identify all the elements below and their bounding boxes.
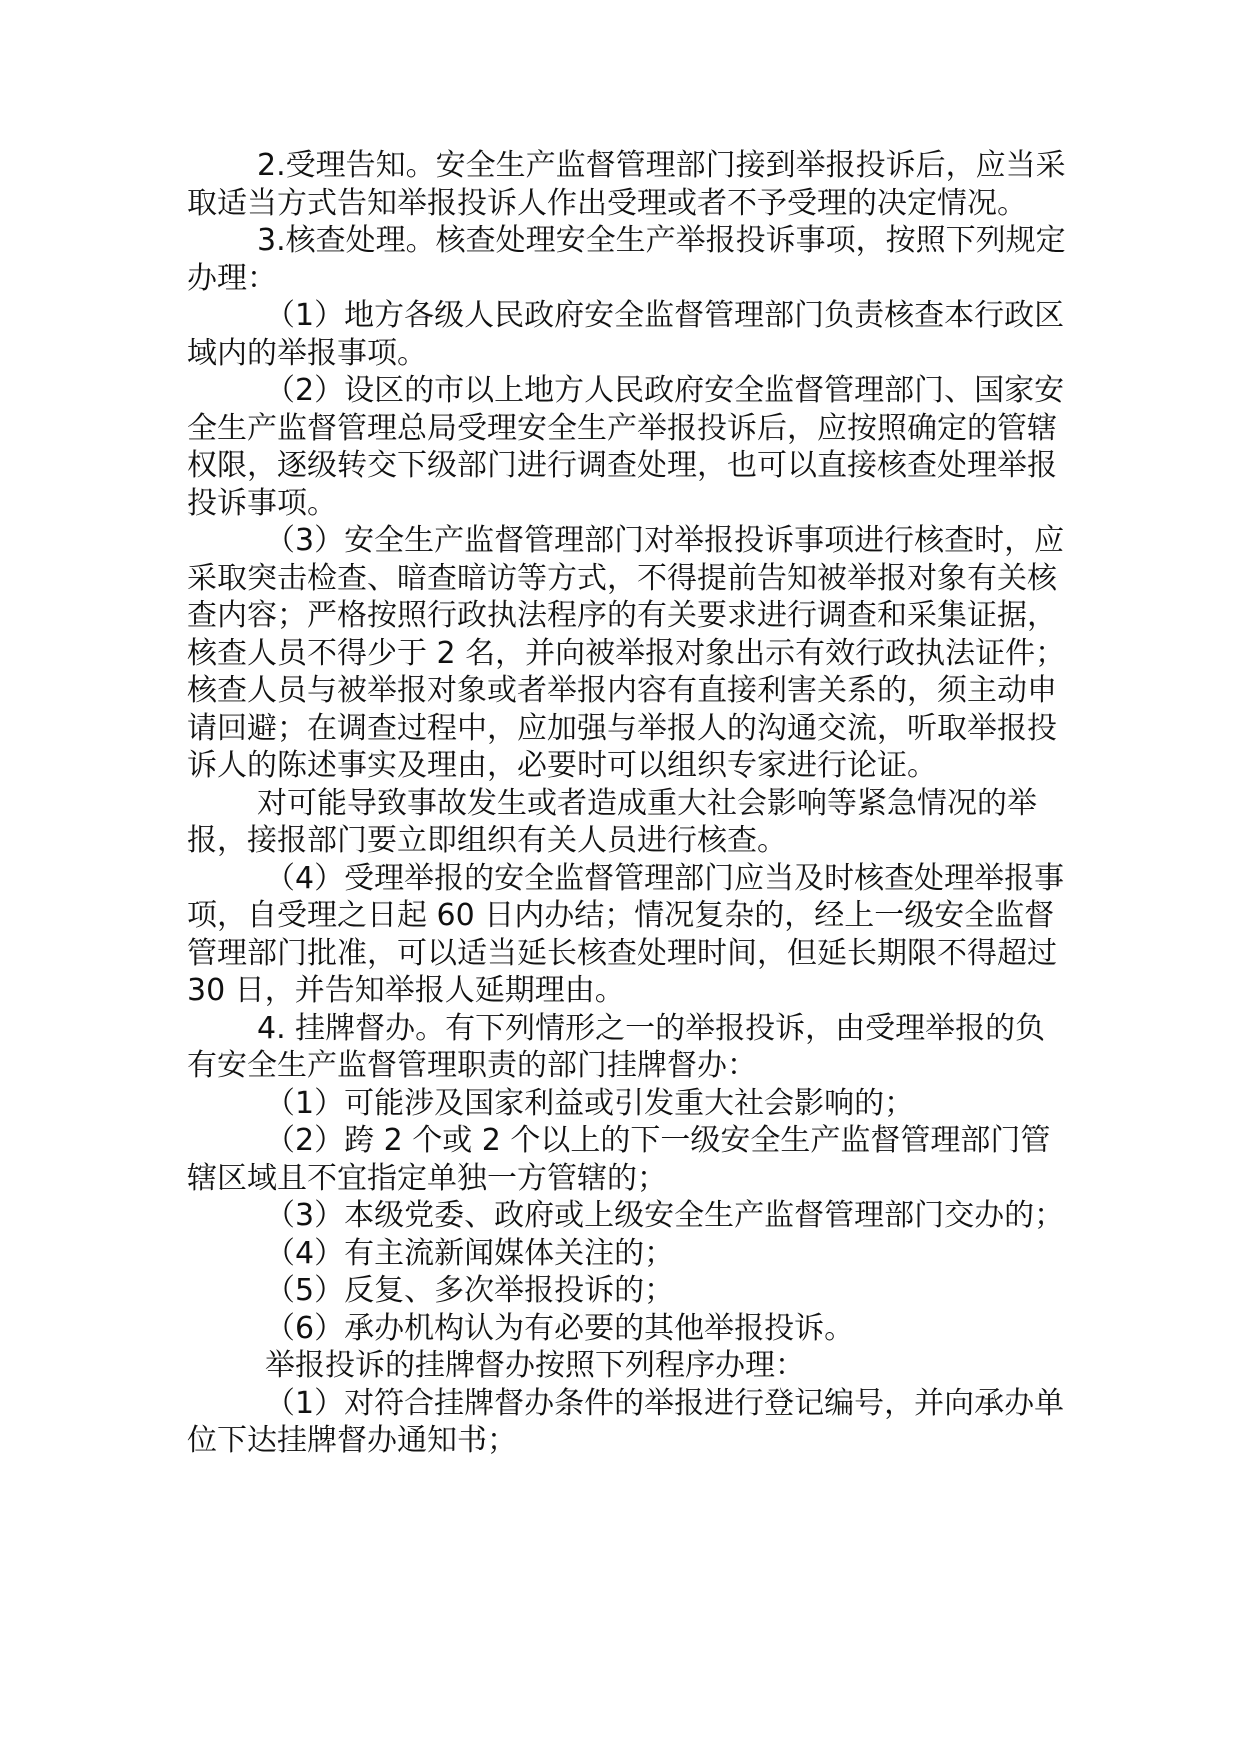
paragraph-item-3: （3）安全生产监督管理部门对举报投诉事项进行核查时，应采取突击检查、暗查暗访等方式，不得提前告知被举报对象有关核查内容；严格按照行政执法程序的有关要求进行调查和采集证据，核查人员不得少于 2 名，并向被举报对象出示有效行政执法证件；核查人员与被举报对象或者举报内容有直接利害关系的，须主动申请回避；在调查过程中，应加强与举报人的沟通交流，听取举报投诉人的陈述事实及理由，必要时可以组织专家进行论证。: [187, 523, 1066, 783]
paragraph-emergency: 对可能导致事故发生或者造成重大社会影响等紧急情况的举报，接报部门要立即组织有关人员进行核查。: [187, 785, 1037, 858]
paragraph-supervision-item-1: （1）可能涉及国家利益或引发重大社会影响的；: [265, 1085, 915, 1121]
paragraph-item-1: （1）地方各级人民政府安全监督管理部门负责核查本行政区域内的举报事项。: [187, 298, 1065, 371]
paragraph-procedure-intro: 举报投诉的挂牌督办按照下列程序办理：: [265, 1348, 805, 1383]
paragraph-supervision-item-6: （6）承办机构认为有必要的其他举报投诉。: [265, 1310, 855, 1346]
paragraph-acceptance-notice: 2.受理告知。安全生产监督管理部门接到举报投诉后，应当采取适当方式告知举报投诉人作出受理或者不予受理的决定情况。: [187, 148, 1066, 221]
paragraph-item-4: （4）受理举报的安全监督管理部门应当及时核查处理举报事项，自受理之日起 60 日内办结；情况复杂的，经上一级安全监督管理部门批准，可以适当延长核查处理时间，但延长期限不得超过 30 日，并告知举报人延期理由。: [187, 860, 1065, 1008]
paragraph-procedure-item-1: （1）对符合挂牌督办条件的举报进行登记编号，并向承办单位下达挂牌督办通知书；: [187, 1385, 1065, 1458]
paragraph-supervision-item-4: （4）有主流新闻媒体关注的；: [265, 1235, 675, 1271]
paragraph-supervision-item-3: （3）本级党委、政府或上级安全生产监督管理部门交办的；: [265, 1198, 1065, 1233]
paragraph-item-2: （2）设区的市以上地方人民政府安全监督管理部门、国家安全生产监督管理总局受理安全生产举报投诉后，应按照确定的管辖权限，逐级转交下级部门进行调查处理，也可以直接核查处理举报投诉事项。: [187, 373, 1065, 521]
paragraph-verification-handling: 3.核查处理。核查处理安全生产举报投诉事项，按照下列规定办理：: [187, 223, 1066, 296]
paragraph-supervision-item-5: （5）反复、多次举报投诉的；: [265, 1273, 675, 1308]
paragraph-supervision-item-2: （2）跨 2 个或 2 个以上的下一级安全生产监督管理部门管辖区域且不宜指定单独一方管辖的；: [187, 1123, 1051, 1196]
document-page: [187, 147, 1067, 1460]
paragraph-supervision: 4. 挂牌督办。有下列情形之一的举报投诉，由受理举报的负有安全生产监督管理职责的部门挂牌督办：: [187, 1010, 1046, 1083]
